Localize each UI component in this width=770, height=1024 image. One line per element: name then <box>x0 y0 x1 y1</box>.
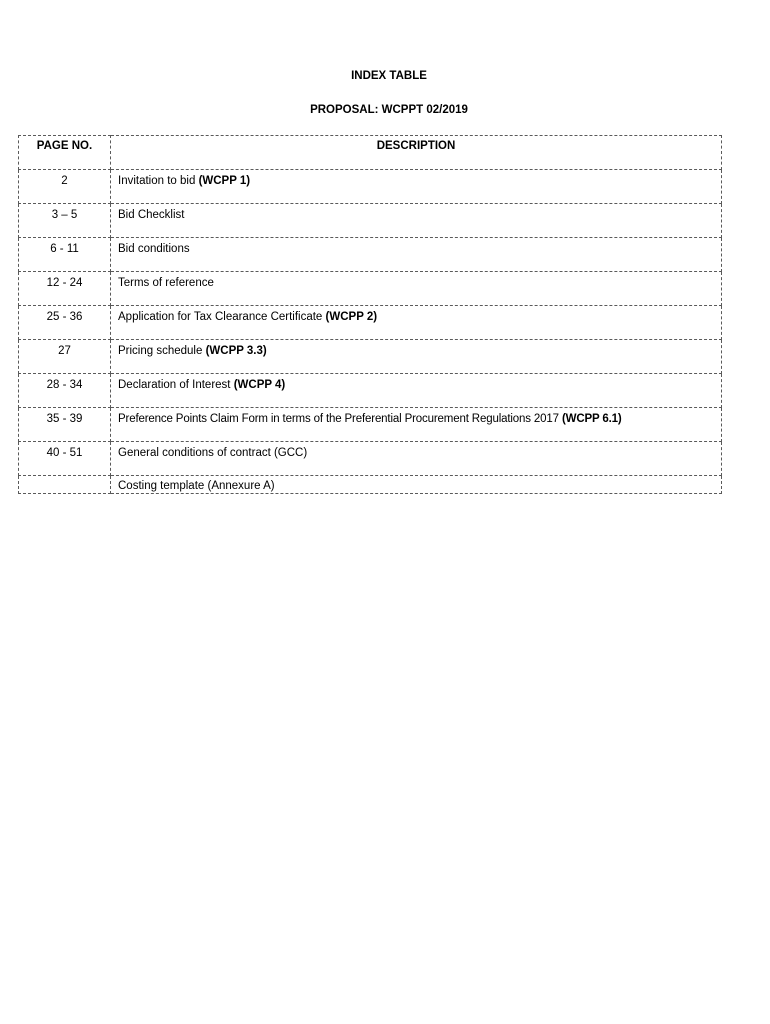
description-cell <box>111 272 722 306</box>
description-text: Invitation to bid <box>118 175 196 187</box>
page-title: INDEX TABLE <box>351 70 427 82</box>
table-row <box>19 374 722 408</box>
description-cell <box>111 374 722 408</box>
header-description: DESCRIPTION <box>111 136 722 170</box>
table-row <box>19 272 722 306</box>
description-text: Bid Checklist <box>118 209 185 221</box>
page-number-cell: 27 <box>19 340 111 374</box>
table-row <box>19 408 722 442</box>
description-cell <box>111 170 722 204</box>
form-reference: (WCPP 6.1) <box>561 413 622 425</box>
description-text: Pricing schedule <box>118 345 203 357</box>
description-cell <box>111 238 722 272</box>
description-text: Terms of reference <box>118 277 214 289</box>
page-number-cell: 28 - 34 <box>19 374 111 408</box>
page-number-cell: 3 – 5 <box>19 204 111 238</box>
description-cell <box>111 306 722 340</box>
description-cell <box>111 442 722 476</box>
page-number-cell <box>19 476 111 494</box>
form-reference: (WCPP 3.3) <box>205 345 267 357</box>
description-text: Application for Tax Clearance Certificate <box>118 311 323 323</box>
index-table <box>18 135 722 494</box>
table-row <box>19 340 722 374</box>
description-text: Bid conditions <box>118 243 190 255</box>
table-row <box>19 170 722 204</box>
description-cell <box>111 408 722 442</box>
table-row <box>19 204 722 238</box>
description-cell <box>111 204 722 238</box>
description-text: Declaration of Interest <box>118 379 231 391</box>
header-page-no: PAGE NO. <box>19 136 111 170</box>
page-number-cell: 40 - 51 <box>19 442 111 476</box>
page-number-cell: 25 - 36 <box>19 306 111 340</box>
description-cell <box>111 476 722 494</box>
description-text: General conditions of contract (GCC) <box>118 447 308 459</box>
form-reference: (WCPP 1) <box>198 175 251 187</box>
page-number-cell: 35 - 39 <box>19 408 111 442</box>
form-reference: (WCPP 2) <box>325 311 378 323</box>
page-number-cell: 2 <box>19 170 111 204</box>
table-row <box>19 442 722 476</box>
form-reference: (WCPP 4) <box>233 379 286 391</box>
proposal-subtitle: PROPOSAL: WCPPT 02/2019 <box>310 104 468 116</box>
table-header-row <box>19 136 722 170</box>
description-text: Preference Points Claim Form in terms of the Preferential Procurement Regulations 2017 <box>118 413 559 425</box>
table-row <box>19 306 722 340</box>
table-row <box>19 476 722 494</box>
description-text: Costing template (Annexure A) <box>118 480 275 492</box>
description-cell <box>111 340 722 374</box>
page-number-cell: 6 - 11 <box>19 238 111 272</box>
page-number-cell: 12 - 24 <box>19 272 111 306</box>
table-row <box>19 238 722 272</box>
